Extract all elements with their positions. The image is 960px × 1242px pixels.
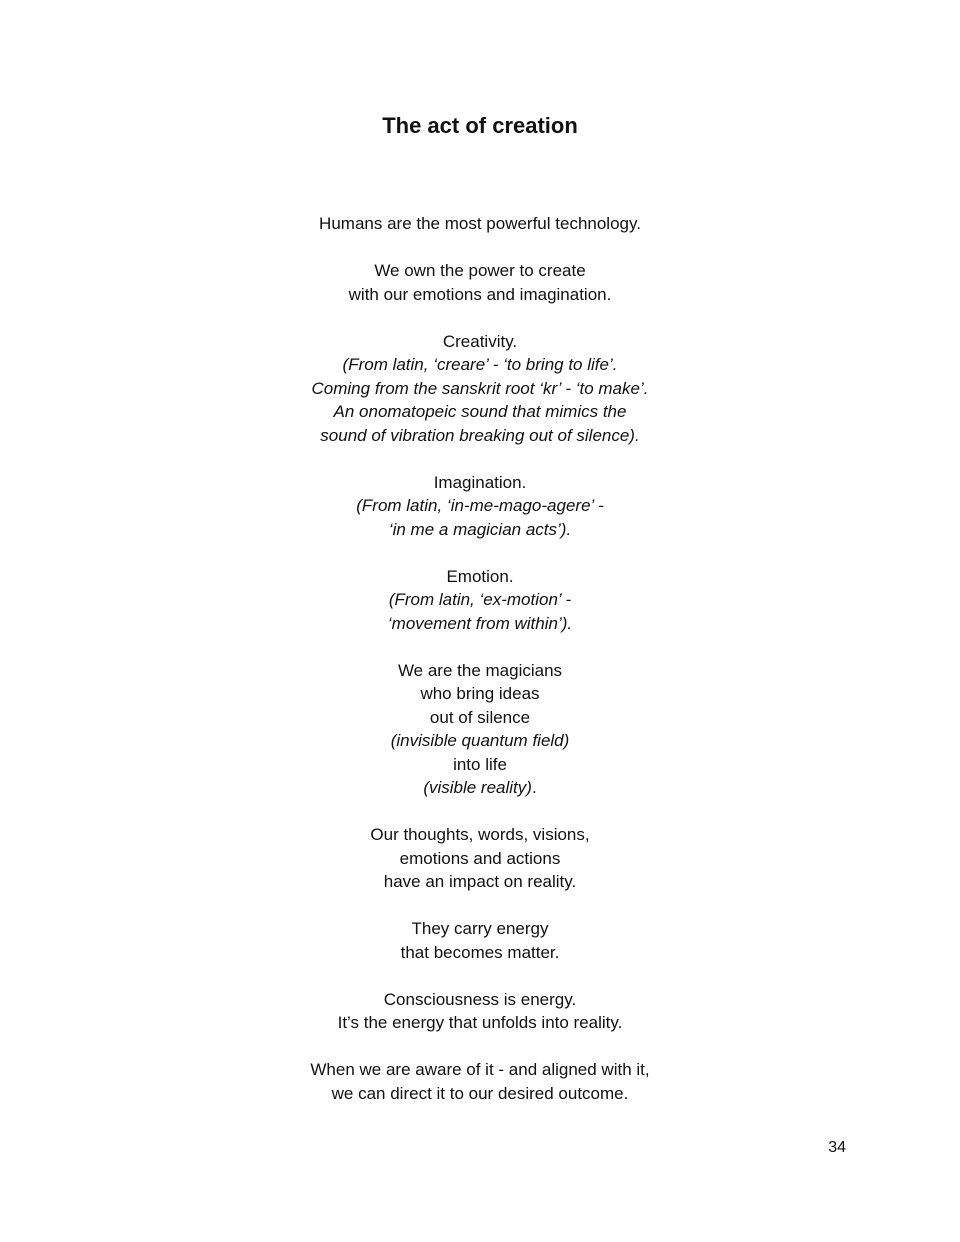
poem-line [0, 1082, 960, 1106]
poem-body [0, 212, 960, 1129]
poem-line [0, 659, 960, 683]
poem-line [0, 870, 960, 894]
poem-line-italic-text: sound of vibration breaking out of silence). [320, 425, 640, 445]
poem-line-text: with our emotions and imagination. [348, 284, 612, 304]
page-title: The act of creation [382, 113, 578, 138]
poem-line [0, 353, 960, 377]
poem-line-text: emotions and actions [399, 848, 561, 868]
page-number: 34 [828, 1139, 846, 1156]
poem-line-text: that becomes matter. [400, 942, 560, 962]
stanza [0, 1058, 960, 1105]
poem-line [0, 729, 960, 753]
poem-line [0, 283, 960, 307]
poem-line [0, 847, 960, 871]
poem-line [0, 471, 960, 495]
poem-line [0, 565, 960, 589]
poem-line [0, 776, 960, 800]
poem-line-text: Consciousness is energy. [383, 989, 577, 1009]
poem-line-text: They carry energy [411, 919, 549, 938]
poem-line-text: It’s the energy that unfolds into reality. [337, 1013, 623, 1032]
poem-line-text: When we are aware of it - and aligned with it, [310, 1060, 650, 1079]
poem-line-text: have an impact on reality. [383, 872, 577, 891]
poem-line [0, 259, 960, 283]
poem-line-suffix: . [531, 778, 537, 797]
poem-line [0, 753, 960, 777]
poem-line [0, 377, 960, 401]
poem-line [0, 588, 960, 612]
poem-line-italic-text: (visible reality) [423, 778, 532, 797]
poem-line-text: who bring ideas [420, 684, 540, 703]
poem-line [0, 494, 960, 518]
stanza [0, 259, 960, 306]
stanza [0, 823, 960, 894]
stanza [0, 212, 960, 236]
poem-line-italic-text: (From latin, ‘ex-motion’ - [388, 590, 572, 609]
stanza [0, 330, 960, 448]
poem-line [0, 518, 960, 542]
stanza [0, 917, 960, 964]
poem-line [0, 682, 960, 706]
poem-line-text: out of silence [429, 707, 531, 727]
poem-line [0, 823, 960, 847]
poem-line-text: we can direct it to our desired outcome. [331, 1083, 629, 1103]
poem-line [0, 941, 960, 965]
poem-line-italic-text: ‘in me a magician acts’). [388, 519, 572, 539]
stanza [0, 988, 960, 1035]
poem-line [0, 424, 960, 448]
poem-line-text: Creativity. [442, 331, 518, 351]
poem-line-text: We own the power to create [374, 261, 586, 280]
poem-line [0, 612, 960, 636]
poem-line [0, 1058, 960, 1082]
poem-line-text: into life [453, 754, 507, 774]
poem-line-italic-text: (From latin, ‘in-me-mago-agere’ - [356, 496, 604, 515]
poem-line [0, 988, 960, 1012]
poem-line [0, 1011, 960, 1035]
poem-line [0, 400, 960, 424]
poem-line-text: Our thoughts, words, visions, [370, 825, 590, 844]
stanza [0, 565, 960, 636]
poem-line-text: Imagination. [433, 472, 527, 492]
poem-line [0, 330, 960, 354]
poem-line [0, 706, 960, 730]
poem-line-text: Humans are the most powerful technology. [319, 214, 641, 233]
poem-line-italic-text: Coming from the sanskrit root ‘kr’ - ‘to make’. [311, 378, 649, 398]
poem-line-italic-text: (From latin, ‘creare’ - ‘to bring to life’. [342, 355, 618, 374]
poem-line-text: We are the magicians [397, 660, 563, 680]
poem-line-italic-text: (invisible quantum field) [390, 731, 570, 750]
stanza [0, 659, 960, 800]
poem-line [0, 212, 960, 236]
poem-line-text: Emotion. [446, 566, 514, 586]
poem-line-italic-text: An onomatopeic sound that mimics the [333, 402, 627, 421]
poem-line [0, 917, 960, 941]
poem-line-italic-text: ‘movement from within’). [387, 613, 573, 633]
stanza [0, 471, 960, 542]
